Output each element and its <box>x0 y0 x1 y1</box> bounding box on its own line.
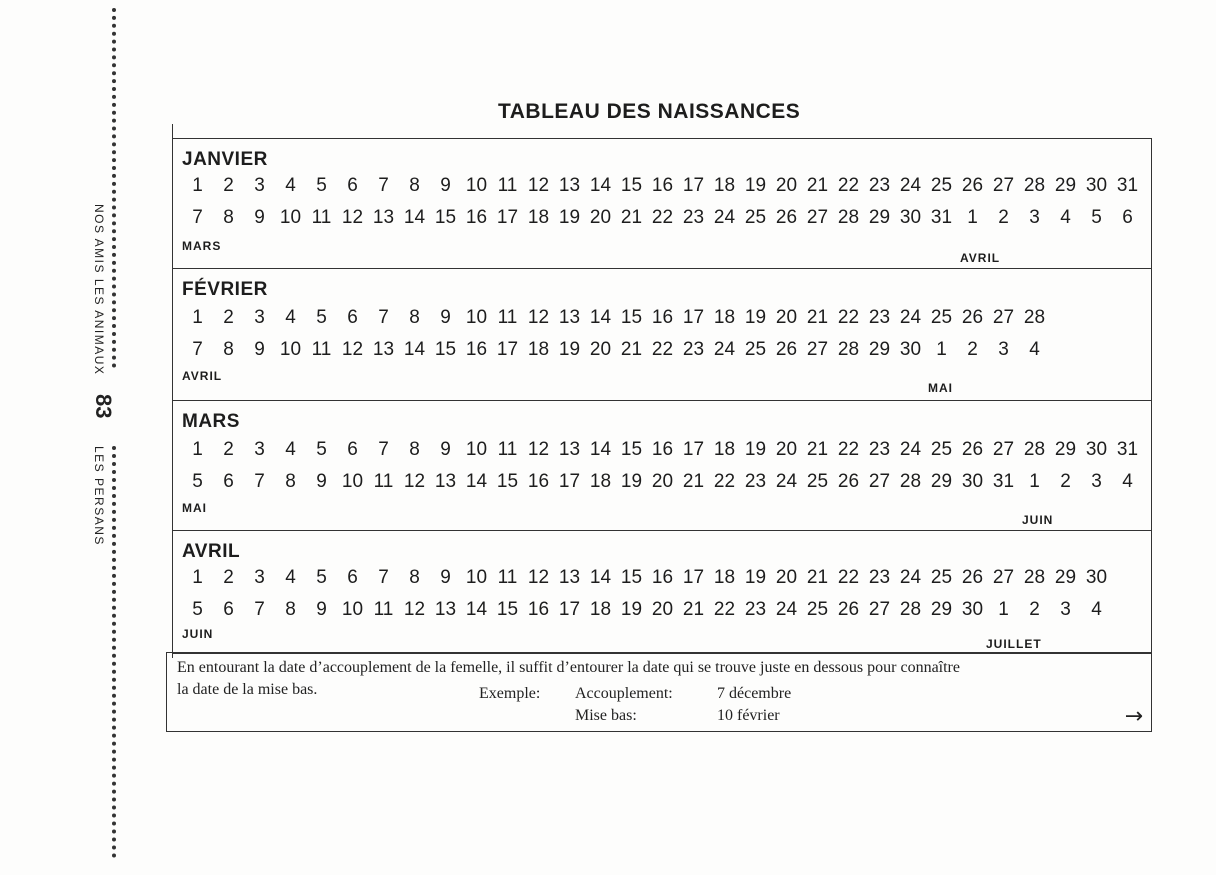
mating-days-row <box>190 307 1151 333</box>
day-number: 24 <box>713 207 736 228</box>
day-number: 4 <box>285 439 296 460</box>
day-number: 18 <box>527 207 550 228</box>
day-number: 30 <box>961 599 984 620</box>
arrow-right-icon: → <box>1124 704 1143 729</box>
month-block-fevrier <box>172 268 1152 401</box>
day-number: 18 <box>527 339 550 360</box>
day-number: 30 <box>1085 567 1108 588</box>
day-number: 12 <box>403 599 426 620</box>
day-number: 18 <box>713 567 736 588</box>
day-number: 19 <box>620 471 643 492</box>
day-number: 26 <box>837 599 860 620</box>
day-number: 26 <box>961 567 984 588</box>
day-number: 29 <box>1054 567 1077 588</box>
day-number: 31 <box>992 471 1015 492</box>
day-number: 20 <box>775 439 798 460</box>
day-number: 20 <box>775 307 798 328</box>
note-line-1: En entourant la date d’accouplement de la femelle, il suffit d’entourer la date qui se trouve juste en dessous pour connaître <box>177 659 960 676</box>
day-number: 31 <box>1116 175 1139 196</box>
day-number: 29 <box>930 471 953 492</box>
day-number: 7 <box>378 175 389 196</box>
page-number: 83 <box>91 394 116 419</box>
birth-days-row <box>190 471 1151 497</box>
day-number: 4 <box>1029 339 1040 360</box>
day-number: 21 <box>806 307 829 328</box>
day-number: 30 <box>1085 175 1108 196</box>
day-number: 28 <box>837 339 860 360</box>
day-number: 24 <box>899 307 922 328</box>
day-number: 17 <box>682 175 705 196</box>
day-number: 2 <box>1060 471 1071 492</box>
day-number: 27 <box>806 339 829 360</box>
day-number: 8 <box>285 599 296 620</box>
day-number: 4 <box>285 307 296 328</box>
running-header-book-title: NOS AMIS LES ANIMAUX <box>92 204 106 376</box>
day-number: 13 <box>558 567 581 588</box>
day-number: 2 <box>223 567 234 588</box>
day-number: 29 <box>868 339 891 360</box>
day-number: 6 <box>347 307 358 328</box>
day-number: 8 <box>223 339 234 360</box>
day-number: 21 <box>806 567 829 588</box>
day-number: 30 <box>961 471 984 492</box>
day-number: 1 <box>967 207 978 228</box>
day-number: 8 <box>223 207 234 228</box>
day-number: 5 <box>192 471 203 492</box>
day-number: 28 <box>899 471 922 492</box>
day-number: 24 <box>899 567 922 588</box>
day-number: 27 <box>992 567 1015 588</box>
day-number: 8 <box>409 439 420 460</box>
day-number: 20 <box>589 207 612 228</box>
day-number: 19 <box>744 307 767 328</box>
day-number: 16 <box>465 339 488 360</box>
day-number: 15 <box>620 175 643 196</box>
day-number: 11 <box>497 567 518 588</box>
day-number: 1 <box>192 307 203 328</box>
day-number: 25 <box>744 207 767 228</box>
day-number: 27 <box>992 307 1015 328</box>
day-number: 14 <box>589 567 612 588</box>
day-number: 4 <box>1060 207 1071 228</box>
day-number: 13 <box>434 599 457 620</box>
day-number: 1 <box>998 599 1009 620</box>
day-number: 12 <box>341 339 364 360</box>
birth-table <box>166 124 1152 732</box>
day-number: 29 <box>930 599 953 620</box>
birth-days-row <box>190 207 1151 233</box>
day-number: 26 <box>837 471 860 492</box>
page-title: TABLEAU DES NAISSANCES <box>498 100 801 123</box>
day-number: 16 <box>527 599 550 620</box>
day-number: 22 <box>837 175 860 196</box>
day-number: 12 <box>527 307 550 328</box>
day-number: 4 <box>1122 471 1133 492</box>
day-number: 4 <box>285 175 296 196</box>
day-number: 20 <box>651 599 674 620</box>
note-line-2: la date de la mise bas. <box>177 681 318 698</box>
day-number: 15 <box>434 207 457 228</box>
day-number: 28 <box>837 207 860 228</box>
day-number: 16 <box>465 207 488 228</box>
day-number: 25 <box>930 175 953 196</box>
day-number: 2 <box>998 207 1009 228</box>
day-number: 17 <box>496 339 519 360</box>
day-number: 25 <box>806 471 829 492</box>
day-number: 28 <box>1023 175 1046 196</box>
day-number: 19 <box>558 207 581 228</box>
day-number: 31 <box>1116 439 1139 460</box>
day-number: 5 <box>316 439 327 460</box>
day-number: 17 <box>558 599 581 620</box>
day-number: 20 <box>775 567 798 588</box>
day-number: 26 <box>961 175 984 196</box>
day-number: 10 <box>341 599 364 620</box>
day-number: 19 <box>744 439 767 460</box>
day-number: 21 <box>806 175 829 196</box>
day-number: 4 <box>285 567 296 588</box>
day-number: 20 <box>651 471 674 492</box>
day-number: 23 <box>682 207 705 228</box>
day-number: 12 <box>341 207 364 228</box>
month-title: FÉVRIER <box>182 279 268 300</box>
day-number: 17 <box>558 471 581 492</box>
day-number: 6 <box>347 175 358 196</box>
day-number: 23 <box>868 567 891 588</box>
day-number: 25 <box>930 439 953 460</box>
day-number: 22 <box>837 307 860 328</box>
birth-month-label: AVRIL <box>182 369 223 383</box>
day-number: 9 <box>316 471 327 492</box>
day-number: 6 <box>347 567 358 588</box>
day-number: 15 <box>496 471 519 492</box>
day-number: 5 <box>316 567 327 588</box>
day-number: 18 <box>713 307 736 328</box>
day-number: 9 <box>440 567 451 588</box>
next-month-label: JUIN <box>1022 513 1054 527</box>
day-number: 23 <box>868 307 891 328</box>
day-number: 11 <box>497 439 518 460</box>
day-number: 12 <box>527 175 550 196</box>
day-number: 23 <box>868 439 891 460</box>
day-number: 6 <box>223 471 234 492</box>
day-number: 7 <box>192 339 203 360</box>
day-number: 22 <box>837 567 860 588</box>
day-number: 6 <box>347 439 358 460</box>
day-number: 16 <box>651 567 674 588</box>
day-number: 14 <box>403 207 426 228</box>
dotted-rule-bottom <box>112 446 116 858</box>
day-number: 15 <box>620 307 643 328</box>
day-number: 28 <box>1023 567 1046 588</box>
day-number: 19 <box>744 567 767 588</box>
day-number: 11 <box>373 599 394 620</box>
day-number: 22 <box>837 439 860 460</box>
day-number: 18 <box>589 471 612 492</box>
day-number: 11 <box>311 339 332 360</box>
day-number: 1 <box>192 567 203 588</box>
day-number: 21 <box>806 439 829 460</box>
day-number: 26 <box>961 307 984 328</box>
birth-days-row <box>190 339 1151 365</box>
day-number: 28 <box>1023 439 1046 460</box>
day-number: 24 <box>775 599 798 620</box>
mating-value: 7 décembre <box>717 685 792 702</box>
day-number: 30 <box>899 207 922 228</box>
day-number: 5 <box>316 175 327 196</box>
day-number: 12 <box>403 471 426 492</box>
day-number: 24 <box>899 175 922 196</box>
day-number: 27 <box>992 439 1015 460</box>
next-month-label: AVRIL <box>960 251 1001 265</box>
day-number: 23 <box>744 599 767 620</box>
day-number: 2 <box>1029 599 1040 620</box>
day-number: 29 <box>1054 439 1077 460</box>
day-number: 21 <box>620 339 643 360</box>
day-number: 13 <box>558 307 581 328</box>
day-number: 5 <box>192 599 203 620</box>
day-number: 27 <box>806 207 829 228</box>
day-number: 18 <box>589 599 612 620</box>
birth-label: Mise bas: <box>575 707 637 724</box>
day-number: 16 <box>651 307 674 328</box>
day-number: 18 <box>713 439 736 460</box>
day-number: 14 <box>589 439 612 460</box>
day-number: 15 <box>434 339 457 360</box>
day-number: 3 <box>254 439 265 460</box>
day-number: 21 <box>620 207 643 228</box>
month-block-avril <box>172 530 1152 654</box>
birth-month-label: JUIN <box>182 627 214 641</box>
day-number: 10 <box>279 339 302 360</box>
day-number: 28 <box>1023 307 1046 328</box>
day-number: 3 <box>1060 599 1071 620</box>
day-number: 24 <box>899 439 922 460</box>
day-number: 17 <box>496 207 519 228</box>
day-number: 11 <box>497 175 518 196</box>
day-number: 3 <box>1091 471 1102 492</box>
day-number: 9 <box>316 599 327 620</box>
day-number: 10 <box>465 567 488 588</box>
day-number: 13 <box>372 339 395 360</box>
day-number: 21 <box>682 599 705 620</box>
day-number: 24 <box>713 339 736 360</box>
day-number: 26 <box>961 439 984 460</box>
month-title: MARS <box>182 411 240 432</box>
day-number: 14 <box>403 339 426 360</box>
day-number: 29 <box>1054 175 1077 196</box>
day-number: 21 <box>682 471 705 492</box>
mating-label: Accouplement: <box>575 685 673 702</box>
day-number: 10 <box>465 175 488 196</box>
day-number: 13 <box>558 175 581 196</box>
day-number: 22 <box>713 599 736 620</box>
day-number: 8 <box>409 307 420 328</box>
day-number: 13 <box>558 439 581 460</box>
day-number: 12 <box>527 567 550 588</box>
day-number: 10 <box>341 471 364 492</box>
mating-days-row <box>190 175 1151 201</box>
day-number: 1 <box>192 439 203 460</box>
day-number: 16 <box>651 439 674 460</box>
mating-days-row <box>190 439 1151 465</box>
mating-days-row <box>190 567 1151 593</box>
day-number: 3 <box>254 175 265 196</box>
day-number: 16 <box>527 471 550 492</box>
day-number: 23 <box>744 471 767 492</box>
day-number: 25 <box>930 307 953 328</box>
birth-month-label: MARS <box>182 239 222 253</box>
day-number: 8 <box>409 567 420 588</box>
day-number: 26 <box>775 207 798 228</box>
day-number: 20 <box>589 339 612 360</box>
day-number: 1 <box>192 175 203 196</box>
day-number: 15 <box>620 439 643 460</box>
day-number: 16 <box>651 175 674 196</box>
month-title: JANVIER <box>182 149 268 170</box>
birth-value: 10 février <box>717 707 780 724</box>
day-number: 31 <box>930 207 953 228</box>
day-number: 7 <box>378 307 389 328</box>
day-number: 13 <box>372 207 395 228</box>
day-number: 3 <box>254 307 265 328</box>
day-number: 4 <box>1091 599 1102 620</box>
day-number: 22 <box>713 471 736 492</box>
day-number: 10 <box>279 207 302 228</box>
day-number: 17 <box>682 307 705 328</box>
day-number: 14 <box>465 471 488 492</box>
day-number: 18 <box>713 175 736 196</box>
month-title: AVRIL <box>182 541 241 562</box>
day-number: 24 <box>775 471 798 492</box>
day-number: 17 <box>682 439 705 460</box>
day-number: 27 <box>992 175 1015 196</box>
day-number: 7 <box>378 439 389 460</box>
day-number: 2 <box>223 307 234 328</box>
month-block-mars <box>172 400 1152 531</box>
day-number: 6 <box>223 599 234 620</box>
day-number: 5 <box>316 307 327 328</box>
day-number: 9 <box>254 207 265 228</box>
day-number: 27 <box>868 599 891 620</box>
birth-days-row <box>190 599 1151 625</box>
day-number: 26 <box>775 339 798 360</box>
day-number: 25 <box>806 599 829 620</box>
day-number: 11 <box>373 471 394 492</box>
day-number: 19 <box>558 339 581 360</box>
day-number: 5 <box>1091 207 1102 228</box>
day-number: 11 <box>311 207 332 228</box>
day-number: 2 <box>223 175 234 196</box>
day-number: 1 <box>1029 471 1040 492</box>
day-number: 15 <box>620 567 643 588</box>
day-number: 12 <box>527 439 550 460</box>
day-number: 8 <box>409 175 420 196</box>
day-number: 23 <box>682 339 705 360</box>
day-number: 22 <box>651 207 674 228</box>
day-number: 2 <box>967 339 978 360</box>
day-number: 19 <box>620 599 643 620</box>
dotted-rule-top <box>112 8 116 368</box>
birth-month-label: MAI <box>182 501 207 515</box>
day-number: 10 <box>465 439 488 460</box>
day-number: 25 <box>744 339 767 360</box>
day-number: 11 <box>497 307 518 328</box>
next-month-label: MAI <box>928 381 953 395</box>
day-number: 9 <box>254 339 265 360</box>
day-number: 14 <box>465 599 488 620</box>
running-header-chapter: LES PERSANS <box>92 446 106 546</box>
day-number: 23 <box>868 175 891 196</box>
day-number: 19 <box>744 175 767 196</box>
day-number: 27 <box>868 471 891 492</box>
day-number: 9 <box>440 175 451 196</box>
day-number: 7 <box>378 567 389 588</box>
day-number: 7 <box>192 207 203 228</box>
day-number: 15 <box>496 599 519 620</box>
day-number: 3 <box>998 339 1009 360</box>
day-number: 7 <box>254 471 265 492</box>
day-number: 6 <box>1122 207 1133 228</box>
day-number: 29 <box>868 207 891 228</box>
day-number: 22 <box>651 339 674 360</box>
day-number: 7 <box>254 599 265 620</box>
day-number: 8 <box>285 471 296 492</box>
month-block-janvier <box>172 138 1152 269</box>
day-number: 1 <box>936 339 947 360</box>
next-month-label: JUILLET <box>986 637 1042 651</box>
day-number: 25 <box>930 567 953 588</box>
day-number: 28 <box>899 599 922 620</box>
day-number: 14 <box>589 175 612 196</box>
day-number: 2 <box>223 439 234 460</box>
day-number: 9 <box>440 307 451 328</box>
day-number: 9 <box>440 439 451 460</box>
day-number: 30 <box>1085 439 1108 460</box>
day-number: 13 <box>434 471 457 492</box>
explanation-note <box>166 652 1152 732</box>
day-number: 20 <box>775 175 798 196</box>
day-number: 3 <box>1029 207 1040 228</box>
day-number: 3 <box>254 567 265 588</box>
day-number: 10 <box>465 307 488 328</box>
day-number: 17 <box>682 567 705 588</box>
day-number: 14 <box>589 307 612 328</box>
day-number: 30 <box>899 339 922 360</box>
example-label: Exemple: <box>479 685 541 702</box>
